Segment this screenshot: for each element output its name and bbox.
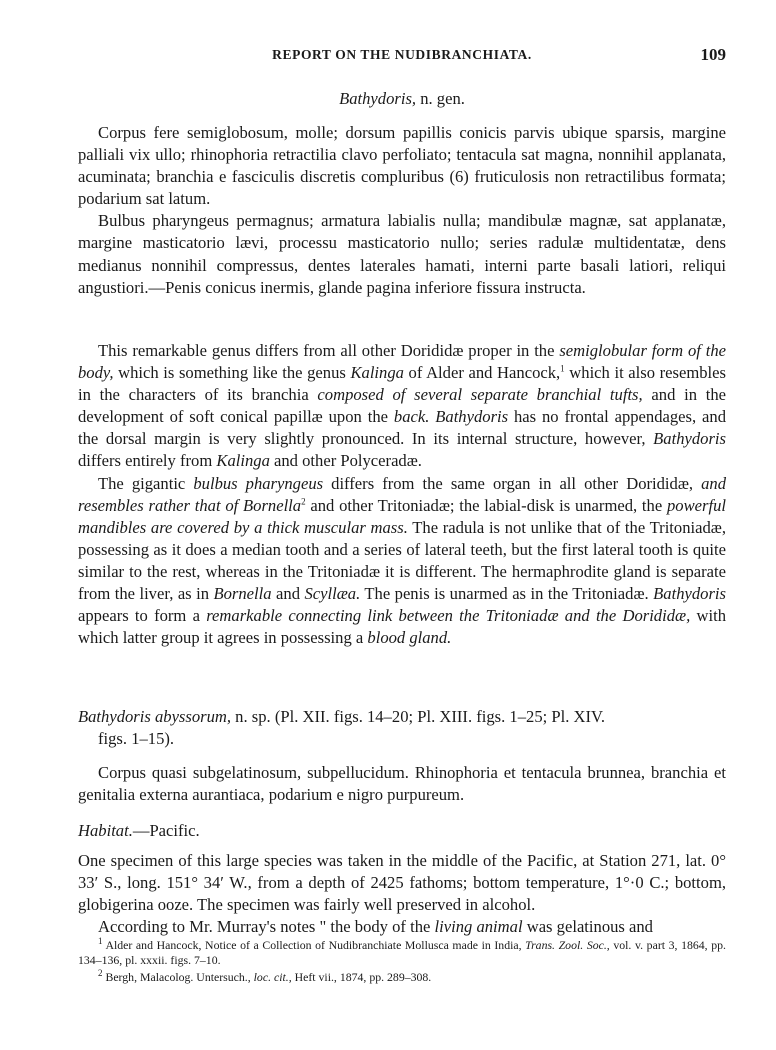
discussion-paragraph-1: This remarkable genus differs from all other Dorididæ proper in the semiglobular form of the body, which is something like the genus Kalinga of Alder and Hancock,$^1$ which it also resembles in the characters of its branchia composed of several separate branchial tufts, and in the development of soft conical papillæ upon the back. Bathydoris has no frontal appendages, and the dorsal margin is very slightly pronounced. In its internal structure, however, Bathydoris differs entirely from Kalinga and other Polyceradæ. [78,341,726,471]
species-diagnosis: Corpus quasi subgelatinosum, subpellucidum. Rhinophoria et tentacula brunnea, branchia et genitalia externa aurantiaca, podarium e nigro purpureum. [78,763,726,805]
habitat-value: —Pacific. [132,821,200,840]
genus-discussion [78,340,726,649]
diagnosis-paragraph-1: Corpus fere semiglobosum, molle; dorsum papillis conicis parvis ubique sparsis, margine palliali vix ullo; rhinophoria retractilia clavo perfoliato; tentacula sat magna, nonnihil applanata, acuminata; branchia e fasciculis discretis compluribus (6) fruticulosis non retractilibus formata; podarium sat latum. [78,123,726,209]
running-title: REPORT ON THE NUDIBRANCHIATA. [272,47,532,62]
footnote-2: $^2$ Bergh, Malacolog. Untersuch., loc. cit., Heft vii., 1874, pp. 289–308. [98,968,432,984]
footnote-mark-1: 1 [98,936,103,947]
diagnosis-paragraph-2: Bulbus pharyngeus permagnus; armatura labialis nulla; mandibulæ magnæ, sat applanatæ, margine masticatorio lævi, processu masticatorio nullo; series radulæ multidentatæ, dens medianus nonnihil compressus, dentes laterales hamati, interni parte basali latiori, reliqui angustiori.—Penis conicus inermis, glande pagina inferiore fissura instructa. [78,211,726,297]
record-paragraph-1: One specimen of this large species was taken in the middle of the Pacific, at Station 271, lat. 0° 33′ S., long. 151° 34′ W., from a depth of 2425 fathoms; bottom temperature, 1°·0 C.; bottom, globigerina ooze. The specimen was fairly well preserved in alcohol. [78,851,726,915]
discussion-paragraph-2: The gigantic bulbus pharyngeus differs from the same organ in all other Dorididæ, and resembles rather that of Bornella$^2$ and other Tritoniadæ; the labial-disk is unarmed, the powerful mandibles are covered by a thick muscular mass. The radula is not unlike that of the Tritoniadæ, possessing as it does a median tooth and a series of lateral teeth, but the first lateral tooth is quite similar to the rest, whereas in the Tritoniadæ it is different. The hermaphrodite gland is separate from the liver, as in Bornella and Scyllæa. The penis is unarmed as in the Tritoniadæ. Bathydoris appears to form a remarkable connecting link between the Tritoniadæ and the Dorididæ, with which latter group it agrees in possessing a blood gland. [78,473,726,648]
habitat [78,820,726,842]
species-plates: n. sp. (Pl. XII. figs. 14–20; Pl. XIII. figs. 1–25; Pl. XIV. [231,707,606,726]
footnote-1: $^1$ Alder and Hancock, Notice of a Collection of Nudibranchiate Mollusca made in India, Trans. Zool. Soc., vol. v. part 3, 1864, pp. 134–136, pl. xxxii. figs. 7–10. [78,936,726,967]
footnote-ref-2: 2 [301,496,306,507]
species-heading [78,706,726,750]
genus-note: n. gen. [416,89,465,108]
footnote-mark-2: 2 [98,968,103,979]
genus-heading [78,88,726,110]
page-header [78,47,726,69]
specimen-record [78,850,726,938]
page-number: 109 [700,45,726,64]
genus-diagnosis [78,122,726,299]
habitat-label: Habitat. [78,821,133,840]
genus-name: Bathydoris, [339,89,417,108]
species-plates-continued: figs. 1–15). [98,729,175,749]
species-name: Bathydoris abyssorum, [78,707,232,726]
footnote-ref-1: 1 [560,363,565,374]
record-paragraph-2: According to Mr. Murray's notes " the body of the living animal was gelatinous and [98,917,653,937]
